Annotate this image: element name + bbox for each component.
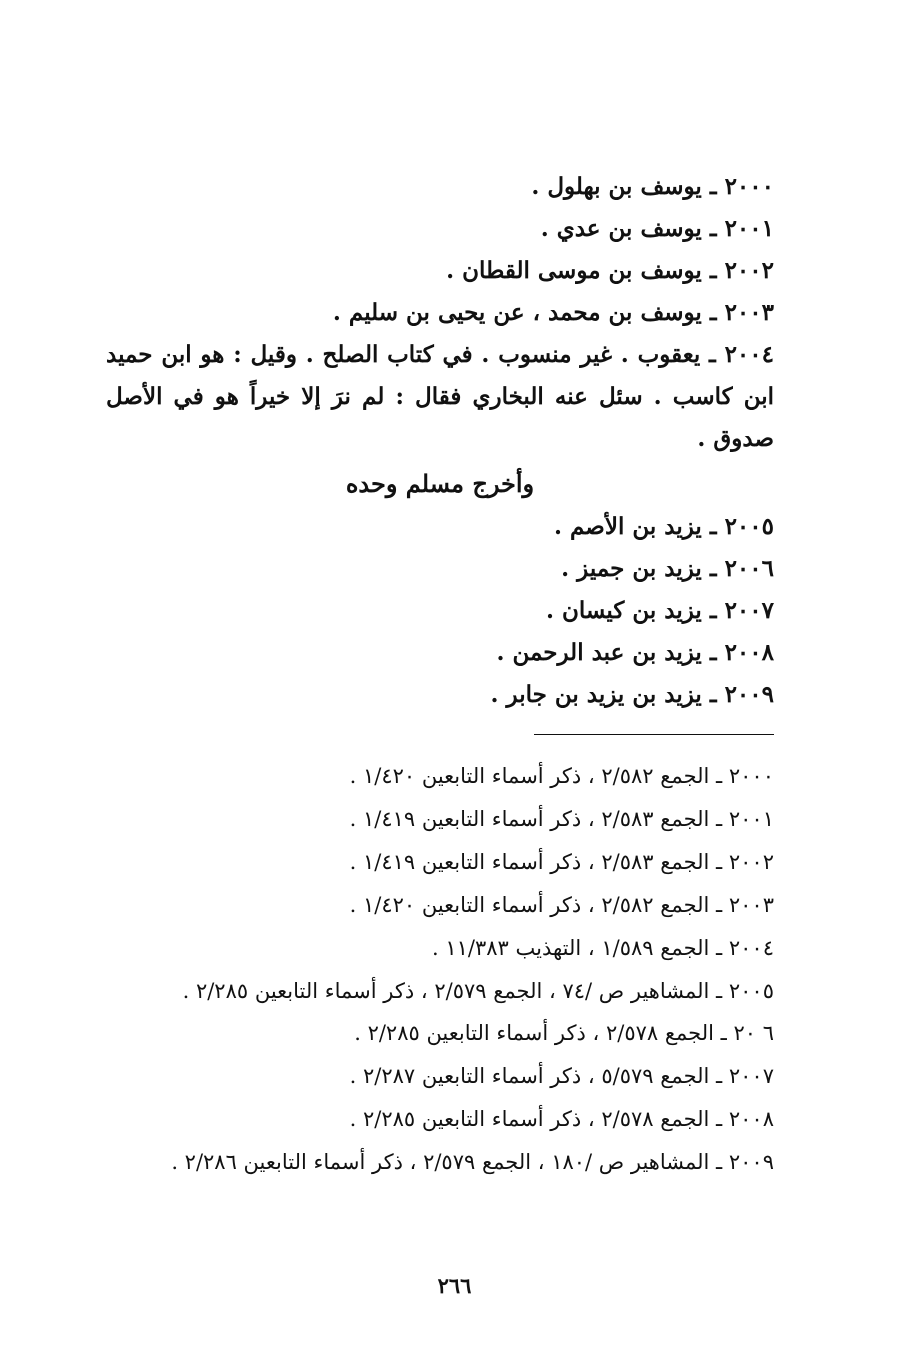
entry-2006: ٢٠٠٦ ـ يزيد بن جميز . [561, 555, 774, 582]
entry-2005: ٢٠٠٥ ـ يزيد بن الأصم . [553, 513, 774, 540]
entry-2007: ٢٠٠٧ ـ يزيد بن كيسان . [546, 597, 774, 624]
footnotes [106, 755, 774, 1184]
entry-2003: ٢٠٠٣ ـ يوسف بن محمد ، عن يحيى بن سليم . [332, 299, 774, 326]
footnote-divider [534, 734, 774, 735]
section-heading: وأخرج مسلم وحده [345, 469, 535, 498]
footnote-2003: ٢٠٠٣ ـ الجمع ٢/٥٨٢ ، ذكر أسماء التابعين ١/٤٢٠ . [349, 893, 774, 917]
footnote-2008: ٢٠٠٨ ـ الجمع ٢/٥٧٨ ، ذكر أسماء التابعين ٢/٢٨٥ . [349, 1107, 774, 1131]
footnote-2002: ٢٠٠٢ ـ الجمع ٢/٥٨٣ ، ذكر أسماء التابعين ١/٤١٩ . [349, 850, 774, 874]
entry-2009: ٢٠٠٩ ـ يزيد بن يزيد بن جابر . [490, 681, 774, 708]
page-number: ٢٦٦ [437, 1273, 472, 1298]
footnote-2006: ٦ ٢٠ ـ الجمع ٢/٥٧٨ ، ذكر أسماء التابعين ٢/٢٨٥ . [354, 1021, 774, 1045]
entry-2001: ٢٠٠١ ـ يوسف بن عدي . [540, 215, 774, 242]
entry-2000: ٢٠٠٠ ـ يوسف بن بهلول . [531, 173, 774, 200]
footnote-2000: ٢٠٠٠ ـ الجمع ٢/٥٨٢ ، ذكر أسماء التابعين ١/٤٢٠ . [349, 764, 774, 788]
entry-2002: ٢٠٠٢ ـ يوسف بن موسى القطان . [446, 257, 774, 284]
entry-2004: ٢٠٠٤ ـ يعقوب . غير منسوب . في كتاب الصلح . وقيل : هو ابن حميد ابن كاسب . سئل عنه البخاري فقال : لم نرَ إلا خيراً هو في الأصل صدوق . [106, 341, 774, 452]
footnote-2001: ٢٠٠١ ـ الجمع ٢/٥٨٣ ، ذكر أسماء التابعين ١/٤١٩ . [349, 807, 774, 831]
entry-2008: ٢٠٠٨ ـ يزيد بن عبد الرحمن . [496, 639, 774, 666]
footnote-2009: ٢٠٠٩ ـ المشاهير ص /١٨٠ ، الجمع ٢/٥٧٩ ، ذكر أسماء التابعين ٢/٢٨٦ . [171, 1150, 774, 1174]
footnote-2007: ٢٠٠٧ ـ الجمع ٥/٥٧٩ ، ذكر أسماء التابعين ٢/٢٨٧ . [349, 1064, 774, 1088]
main-text [106, 166, 774, 716]
footnote-2005: ٢٠٠٥ ـ المشاهير ص /٧٤ ، الجمع ٢/٥٧٩ ، ذكر أسماء التابعين ٢/٢٨٥ . [182, 979, 774, 1003]
footnote-2004: ٢٠٠٤ ـ الجمع ١/٥٨٩ ، التهذيب ١١/٣٨٣ . [431, 936, 774, 960]
